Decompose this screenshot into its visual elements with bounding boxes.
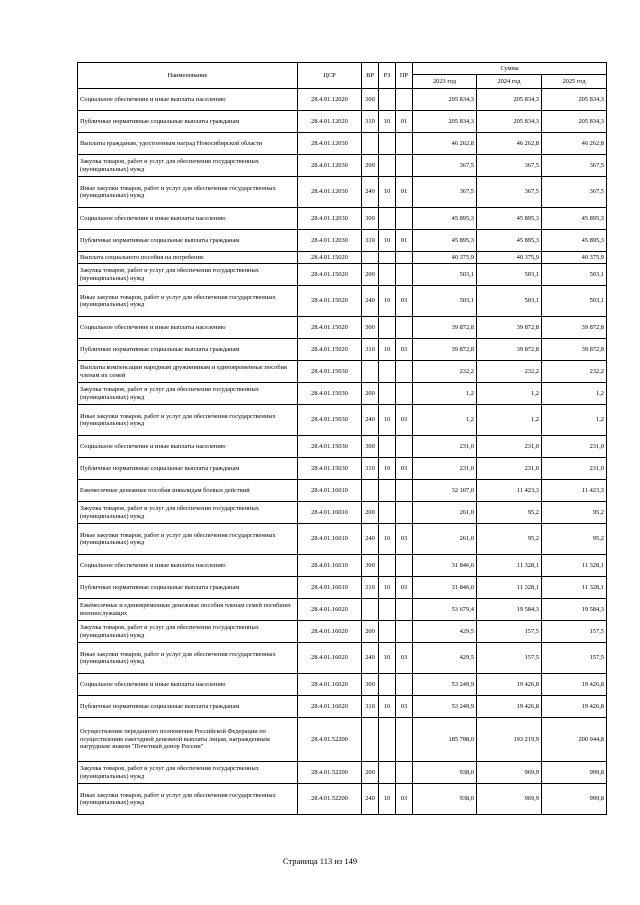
- cell-rz: 10: [379, 339, 396, 361]
- cell-pr: [396, 762, 413, 784]
- table-row: [78, 230, 607, 252]
- header-csr: ЦСР: [298, 63, 362, 89]
- cell-rz: [379, 264, 396, 286]
- cell-name: Иные закупки товаров, работ и услуг для обеспечения государственных (муниципальных) нужд: [78, 286, 298, 317]
- cell-rz: [379, 674, 396, 696]
- cell-rz: 10: [379, 524, 396, 555]
- cell-v2024: 367,5: [477, 177, 542, 208]
- cell-v2023: 45 895,3: [413, 230, 477, 252]
- table-row: [78, 674, 607, 696]
- table-row: [78, 133, 607, 155]
- cell-v2023: 45 895,3: [413, 208, 477, 230]
- cell-v2025: 205 834,3: [542, 89, 607, 111]
- cell-csr: 28.4.01.15020: [298, 339, 362, 361]
- cell-pr: [396, 621, 413, 643]
- cell-v2025: 11 328,1: [542, 555, 607, 577]
- cell-v2024: 19 584,3: [477, 599, 542, 621]
- cell-rz: 10: [379, 643, 396, 674]
- cell-vr: 310: [362, 339, 379, 361]
- cell-v2025: 19 426,8: [542, 696, 607, 718]
- cell-pr: 01: [396, 230, 413, 252]
- header-name: Наименование: [78, 63, 298, 89]
- cell-name: Выплата социального пособия на погребение: [78, 252, 298, 264]
- cell-v2025: 157,5: [542, 643, 607, 674]
- cell-vr: 200: [362, 502, 379, 524]
- cell-rz: [379, 555, 396, 577]
- cell-vr: 200: [362, 621, 379, 643]
- cell-v2025: 19 426,8: [542, 674, 607, 696]
- cell-pr: 03: [396, 286, 413, 317]
- cell-rz: [379, 317, 396, 339]
- cell-csr: 28.4.01.12030: [298, 177, 362, 208]
- cell-csr: 28.4.01.16020: [298, 599, 362, 621]
- cell-pr: [396, 361, 413, 383]
- cell-v2025: 503,1: [542, 264, 607, 286]
- header-vr: ВР: [362, 63, 379, 89]
- cell-csr: 28.4.01.52200: [298, 784, 362, 815]
- cell-v2024: 40 375,9: [477, 252, 542, 264]
- cell-name: Публичные нормативные социальные выплаты гражданам: [78, 230, 298, 252]
- header-year-2024: 2024 год: [477, 75, 542, 89]
- cell-csr: 28.4.01.15020: [298, 264, 362, 286]
- table-row: [78, 252, 607, 264]
- cell-pr: 03: [396, 524, 413, 555]
- cell-v2023: 53 249,9: [413, 674, 477, 696]
- cell-v2025: 231,0: [542, 436, 607, 458]
- cell-rz: [379, 361, 396, 383]
- cell-pr: [396, 718, 413, 762]
- cell-name: Публичные нормативные социальные выплаты гражданам: [78, 339, 298, 361]
- cell-pr: [396, 133, 413, 155]
- cell-v2024: 157,5: [477, 621, 542, 643]
- cell-csr: 28.4.01.15020: [298, 286, 362, 317]
- cell-name: Иные закупки товаров, работ и услуг для обеспечения государственных (муниципальных) нужд: [78, 643, 298, 674]
- cell-name: Выплаты гражданам, удостоенным наград Новосибирской области: [78, 133, 298, 155]
- cell-vr: 300: [362, 555, 379, 577]
- cell-vr: 300: [362, 436, 379, 458]
- cell-name: Публичные нормативные социальные выплаты гражданам: [78, 577, 298, 599]
- cell-v2025: 39 872,8: [542, 317, 607, 339]
- cell-v2024: 503,1: [477, 286, 542, 317]
- table-row: [78, 502, 607, 524]
- cell-v2024: 231,0: [477, 458, 542, 480]
- cell-rz: 10: [379, 405, 396, 436]
- table-row: [78, 208, 607, 230]
- cell-pr: 03: [396, 577, 413, 599]
- table-row: [78, 696, 607, 718]
- cell-v2023: 231,0: [413, 458, 477, 480]
- cell-pr: 03: [396, 696, 413, 718]
- cell-v2023: 367,5: [413, 155, 477, 177]
- cell-v2025: 46 262,8: [542, 133, 607, 155]
- cell-v2023: 185 788,0: [413, 718, 477, 762]
- cell-rz: 10: [379, 784, 396, 815]
- cell-rz: [379, 621, 396, 643]
- cell-pr: [396, 252, 413, 264]
- cell-vr: 200: [362, 383, 379, 405]
- cell-rz: [379, 762, 396, 784]
- cell-vr: [362, 133, 379, 155]
- cell-v2024: 232,2: [477, 361, 542, 383]
- cell-v2023: 231,0: [413, 436, 477, 458]
- cell-csr: 28.4.01.16020: [298, 621, 362, 643]
- cell-v2023: 40 375,9: [413, 252, 477, 264]
- cell-v2025: 40 375,9: [542, 252, 607, 264]
- cell-vr: 240: [362, 643, 379, 674]
- cell-name: Осуществление переданного полномочия Российской Федерации по осуществлению ежегодной денежной выплаты лицам, награжденным нагрудным знаком "Почетный донор России": [78, 718, 298, 762]
- cell-csr: 28.4.01.16020: [298, 674, 362, 696]
- cell-rz: [379, 599, 396, 621]
- cell-vr: 310: [362, 696, 379, 718]
- cell-csr: 28.4.01.12020: [298, 111, 362, 133]
- cell-name: Публичные нормативные социальные выплаты гражданам: [78, 696, 298, 718]
- cell-pr: [396, 502, 413, 524]
- cell-v2023: 503,1: [413, 286, 477, 317]
- cell-v2024: 45 895,3: [477, 230, 542, 252]
- cell-name: Социальное обеспечение и иные выплаты населению: [78, 436, 298, 458]
- cell-v2024: 969,9: [477, 784, 542, 815]
- cell-csr: 28.4.01.15030: [298, 458, 362, 480]
- cell-vr: 240: [362, 405, 379, 436]
- cell-v2023: 232,2: [413, 361, 477, 383]
- budget-table: [77, 62, 607, 815]
- cell-pr: 03: [396, 405, 413, 436]
- table-row: [78, 718, 607, 762]
- cell-csr: 28.4.01.12030: [298, 155, 362, 177]
- cell-v2023: 1,2: [413, 405, 477, 436]
- cell-v2024: 19 426,8: [477, 674, 542, 696]
- cell-v2023: 31 846,0: [413, 577, 477, 599]
- table-row: [78, 599, 607, 621]
- table-row: [78, 555, 607, 577]
- cell-v2024: 19 426,8: [477, 696, 542, 718]
- cell-v2023: 938,0: [413, 784, 477, 815]
- cell-name: Социальное обеспечение и иные выплаты населению: [78, 89, 298, 111]
- cell-pr: [396, 480, 413, 502]
- cell-pr: [396, 383, 413, 405]
- cell-csr: 28.4.01.15030: [298, 361, 362, 383]
- cell-name: Публичные нормативные социальные выплаты гражданам: [78, 458, 298, 480]
- cell-v2025: 205 834,3: [542, 111, 607, 133]
- cell-vr: 300: [362, 674, 379, 696]
- table-row: [78, 577, 607, 599]
- cell-v2025: 157,5: [542, 621, 607, 643]
- cell-v2023: 53 679,4: [413, 599, 477, 621]
- cell-v2024: 11 328,1: [477, 577, 542, 599]
- cell-name: Закупка товаров, работ и услуг для обеспечения государственных (муниципальных) нужд: [78, 264, 298, 286]
- cell-vr: [362, 252, 379, 264]
- table-row: [78, 89, 607, 111]
- cell-csr: 28.4.01.12030: [298, 230, 362, 252]
- cell-v2024: 11 423,3: [477, 480, 542, 502]
- cell-vr: 200: [362, 762, 379, 784]
- cell-vr: 310: [362, 111, 379, 133]
- cell-v2024: 205 834,3: [477, 89, 542, 111]
- cell-rz: [379, 133, 396, 155]
- cell-rz: 10: [379, 111, 396, 133]
- header-pr: ПР: [396, 63, 413, 89]
- cell-rz: [379, 480, 396, 502]
- cell-name: Социальное обеспечение и иные выплаты населению: [78, 674, 298, 696]
- cell-csr: 28.4.01.16020: [298, 643, 362, 674]
- cell-v2025: 503,1: [542, 286, 607, 317]
- cell-vr: 310: [362, 577, 379, 599]
- cell-v2024: 503,1: [477, 264, 542, 286]
- cell-pr: 03: [396, 458, 413, 480]
- cell-v2023: 205 834,3: [413, 111, 477, 133]
- cell-csr: 28.4.01.15030: [298, 383, 362, 405]
- cell-v2023: 938,0: [413, 762, 477, 784]
- cell-rz: [379, 502, 396, 524]
- cell-name: Закупка товаров, работ и услуг для обеспечения государственных (муниципальных) нужд: [78, 762, 298, 784]
- cell-v2024: 157,5: [477, 643, 542, 674]
- cell-rz: [379, 208, 396, 230]
- cell-v2023: 429,5: [413, 621, 477, 643]
- cell-v2025: 367,5: [542, 177, 607, 208]
- cell-pr: [396, 555, 413, 577]
- cell-v2025: 19 584,3: [542, 599, 607, 621]
- cell-pr: [396, 674, 413, 696]
- cell-name: Иные закупки товаров, работ и услуг для обеспечения государственных (муниципальных) нужд: [78, 177, 298, 208]
- cell-rz: 10: [379, 577, 396, 599]
- table-row: [78, 762, 607, 784]
- cell-v2025: 231,0: [542, 458, 607, 480]
- cell-name: Иные закупки товаров, работ и услуг для обеспечения государственных (муниципальных) нужд: [78, 405, 298, 436]
- cell-vr: 200: [362, 155, 379, 177]
- cell-v2025: 11 328,1: [542, 577, 607, 599]
- cell-v2023: 429,5: [413, 643, 477, 674]
- cell-pr: [396, 264, 413, 286]
- cell-v2024: 11 328,1: [477, 555, 542, 577]
- cell-pr: [396, 599, 413, 621]
- cell-name: Закупка товаров, работ и услуг для обеспечения государственных (муниципальных) нужд: [78, 383, 298, 405]
- table-row: [78, 264, 607, 286]
- cell-v2025: 1,2: [542, 383, 607, 405]
- cell-v2024: 1,2: [477, 383, 542, 405]
- cell-rz: 10: [379, 286, 396, 317]
- table-row: [78, 784, 607, 815]
- cell-pr: 01: [396, 177, 413, 208]
- cell-v2024: 45 895,3: [477, 208, 542, 230]
- table-row: [78, 155, 607, 177]
- cell-vr: [362, 599, 379, 621]
- cell-rz: 10: [379, 696, 396, 718]
- cell-v2025: 11 423,3: [542, 480, 607, 502]
- header-rz: РЗ: [379, 63, 396, 89]
- cell-csr: 28.4.01.15030: [298, 405, 362, 436]
- cell-v2025: 200 944,8: [542, 718, 607, 762]
- cell-vr: 300: [362, 317, 379, 339]
- cell-vr: 240: [362, 177, 379, 208]
- cell-v2024: 39 872,8: [477, 339, 542, 361]
- cell-rz: [379, 383, 396, 405]
- cell-name: Публичные нормативные социальные выплаты гражданам: [78, 111, 298, 133]
- cell-name: Закупка товаров, работ и услуг для обеспечения государственных (муниципальных) нужд: [78, 621, 298, 643]
- cell-vr: [362, 361, 379, 383]
- cell-v2023: 53 249,9: [413, 696, 477, 718]
- page-number: Страница 113 из 149: [282, 856, 358, 866]
- cell-vr: 310: [362, 458, 379, 480]
- cell-v2024: 1,2: [477, 405, 542, 436]
- cell-name: Выплаты компенсации народным дружинникам и единовременные пособия членам их семей: [78, 361, 298, 383]
- cell-v2024: 231,0: [477, 436, 542, 458]
- cell-csr: 28.4.01.16020: [298, 696, 362, 718]
- table-row: [78, 317, 607, 339]
- table-row: [78, 480, 607, 502]
- cell-rz: [379, 155, 396, 177]
- cell-v2025: 999,8: [542, 762, 607, 784]
- cell-name: Социальное обеспечение и иные выплаты населению: [78, 555, 298, 577]
- cell-v2023: 32 107,0: [413, 480, 477, 502]
- cell-pr: 01: [396, 111, 413, 133]
- cell-v2023: 261,0: [413, 502, 477, 524]
- cell-pr: 03: [396, 643, 413, 674]
- table-row: [78, 458, 607, 480]
- cell-name: Иные закупки товаров, работ и услуг для обеспечения государственных (муниципальных) нужд: [78, 524, 298, 555]
- table-row: [78, 405, 607, 436]
- cell-csr: 28.4.01.16010: [298, 502, 362, 524]
- table-row: [78, 524, 607, 555]
- cell-csr: 28.4.01.12020: [298, 89, 362, 111]
- cell-name: Закупка товаров, работ и услуг для обеспечения государственных (муниципальных) нужд: [78, 502, 298, 524]
- cell-csr: 28.4.01.16010: [298, 555, 362, 577]
- cell-v2025: 367,5: [542, 155, 607, 177]
- cell-csr: 28.4.01.12030: [298, 133, 362, 155]
- cell-name: Ежемесячные денежные пособия инвалидам боевых действий: [78, 480, 298, 502]
- cell-v2025: 1,2: [542, 405, 607, 436]
- cell-v2023: 503,1: [413, 264, 477, 286]
- cell-pr: [396, 317, 413, 339]
- cell-csr: 28.4.01.12030: [298, 208, 362, 230]
- cell-csr: 28.4.01.15020: [298, 317, 362, 339]
- cell-v2025: 45 895,3: [542, 208, 607, 230]
- cell-v2025: 999,8: [542, 784, 607, 815]
- table-row: [78, 111, 607, 133]
- cell-csr: 28.4.01.52200: [298, 762, 362, 784]
- cell-name: Ежемесячные и единовременные денежные пособия членам семей погибших военнослужащих: [78, 599, 298, 621]
- cell-vr: 240: [362, 286, 379, 317]
- cell-vr: 300: [362, 208, 379, 230]
- cell-name: Иные закупки товаров, работ и услуг для обеспечения государственных (муниципальных) нужд: [78, 784, 298, 815]
- cell-csr: 28.4.01.16010: [298, 577, 362, 599]
- cell-pr: [396, 155, 413, 177]
- cell-v2023: 31 846,0: [413, 555, 477, 577]
- cell-v2025: 39 872,8: [542, 339, 607, 361]
- cell-v2024: 95,2: [477, 502, 542, 524]
- cell-vr: [362, 480, 379, 502]
- cell-v2024: 95,2: [477, 524, 542, 555]
- cell-name: Закупка товаров, работ и услуг для обеспечения государственных (муниципальных) нужд: [78, 155, 298, 177]
- table-row: [78, 621, 607, 643]
- cell-pr: 03: [396, 784, 413, 815]
- cell-csr: 28.4.01.52200: [298, 718, 362, 762]
- cell-pr: [396, 436, 413, 458]
- table-row: [78, 177, 607, 208]
- cell-v2023: 367,5: [413, 177, 477, 208]
- cell-vr: 200: [362, 264, 379, 286]
- table-row: [78, 361, 607, 383]
- cell-v2023: 205 834,3: [413, 89, 477, 111]
- header-year-2025: 2025 год: [542, 75, 607, 89]
- cell-vr: [362, 718, 379, 762]
- cell-name: Социальное обеспечение и иные выплаты населению: [78, 317, 298, 339]
- cell-pr: [396, 208, 413, 230]
- cell-v2023: 46 262,8: [413, 133, 477, 155]
- cell-vr: 240: [362, 524, 379, 555]
- cell-vr: 300: [362, 89, 379, 111]
- table-row: [78, 436, 607, 458]
- table-row: [78, 286, 607, 317]
- cell-pr: 03: [396, 339, 413, 361]
- cell-v2023: 1,2: [413, 383, 477, 405]
- cell-v2024: 193 219,9: [477, 718, 542, 762]
- cell-rz: [379, 252, 396, 264]
- cell-rz: 10: [379, 458, 396, 480]
- cell-pr: [396, 89, 413, 111]
- cell-rz: 10: [379, 177, 396, 208]
- cell-v2025: 45 895,3: [542, 230, 607, 252]
- header-sum: Сумма: [413, 63, 607, 75]
- cell-vr: 240: [362, 784, 379, 815]
- cell-v2024: 969,9: [477, 762, 542, 784]
- table-row: [78, 383, 607, 405]
- cell-v2024: 39 872,8: [477, 317, 542, 339]
- cell-rz: [379, 89, 396, 111]
- cell-rz: 10: [379, 230, 396, 252]
- cell-v2025: 232,2: [542, 361, 607, 383]
- cell-name: Социальное обеспечение и иные выплаты населению: [78, 208, 298, 230]
- cell-v2023: 39 872,8: [413, 317, 477, 339]
- cell-v2024: 205 834,3: [477, 111, 542, 133]
- cell-vr: 310: [362, 230, 379, 252]
- header-year-2023: 2023 год: [413, 75, 477, 89]
- table-row: [78, 339, 607, 361]
- cell-v2024: 46 262,8: [477, 133, 542, 155]
- cell-csr: 28.4.01.16010: [298, 524, 362, 555]
- cell-rz: [379, 436, 396, 458]
- cell-csr: 28.4.01.16010: [298, 480, 362, 502]
- table-row: [78, 643, 607, 674]
- cell-v2024: 367,5: [477, 155, 542, 177]
- cell-csr: 28.4.01.15020: [298, 252, 362, 264]
- cell-csr: 28.4.01.15030: [298, 436, 362, 458]
- cell-v2023: 261,0: [413, 524, 477, 555]
- cell-rz: [379, 718, 396, 762]
- cell-v2025: 95,2: [542, 524, 607, 555]
- cell-v2023: 39 872,8: [413, 339, 477, 361]
- cell-v2025: 95,2: [542, 502, 607, 524]
